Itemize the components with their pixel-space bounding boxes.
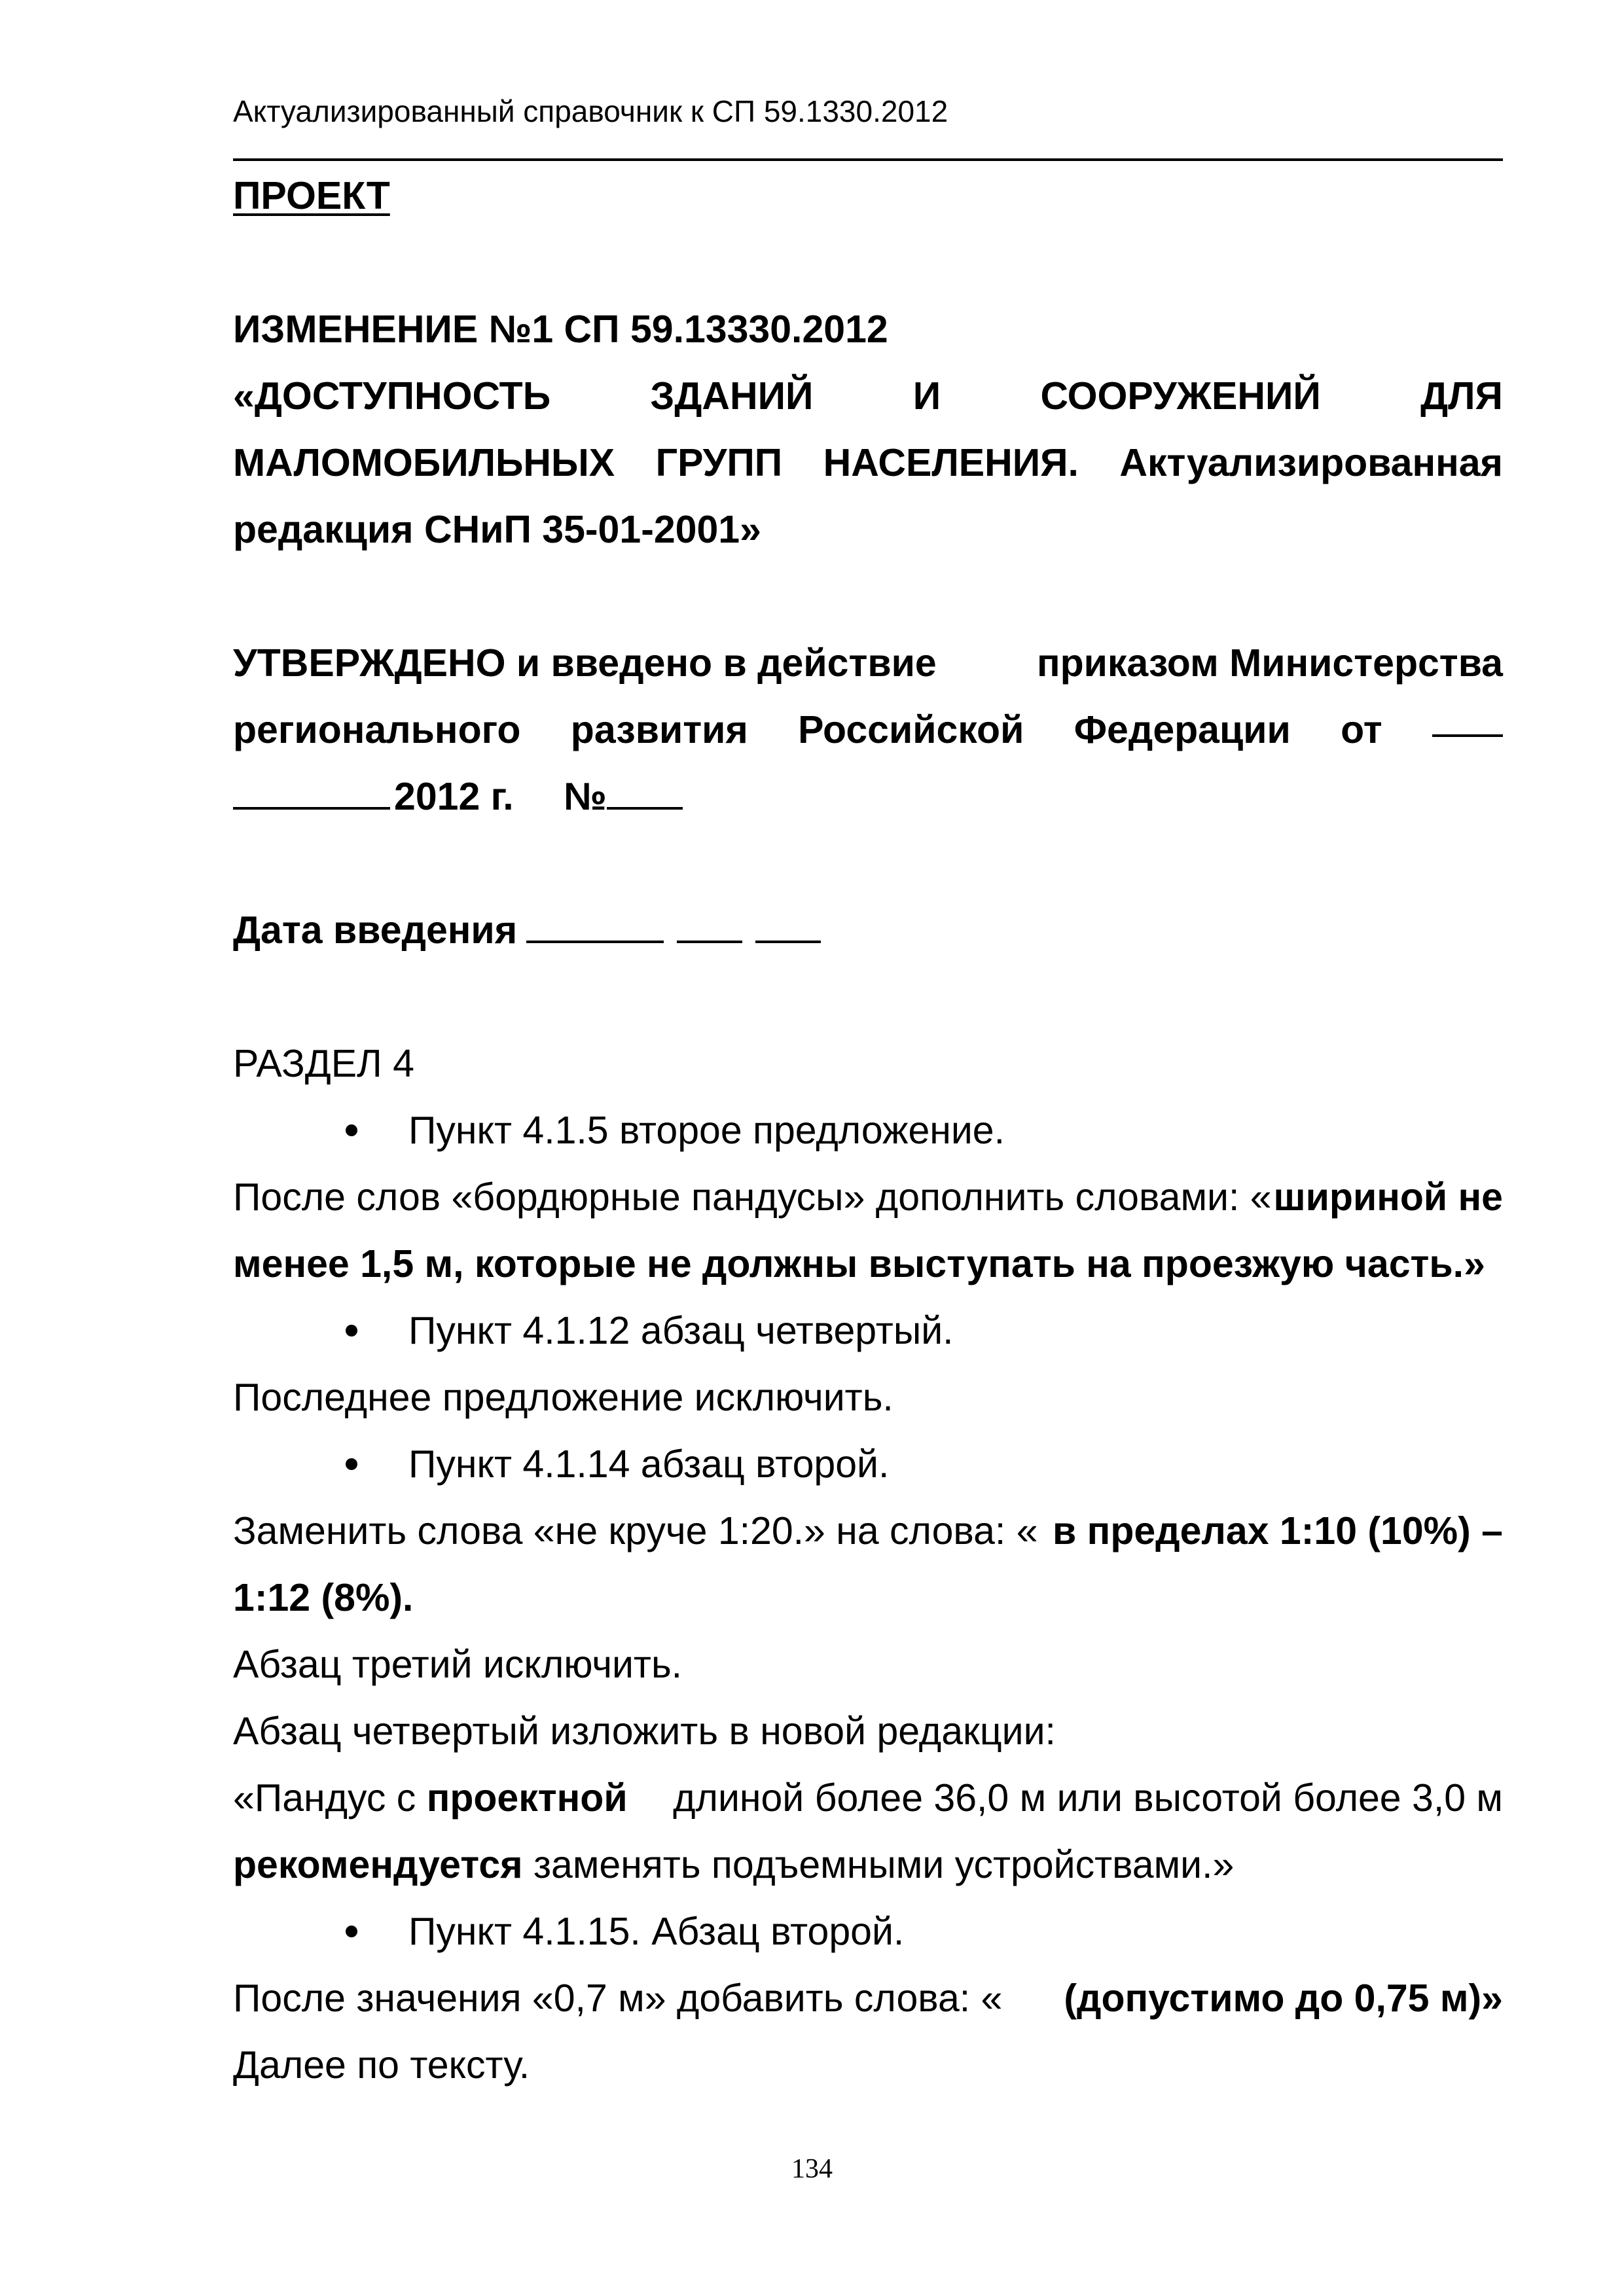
paragraph-line: 1:12 (8%). bbox=[233, 1576, 414, 1619]
text-regular: заменять подъемными устройствами.» bbox=[533, 1843, 1235, 1886]
text-bold: в пределах 1:10 (10%) – bbox=[1053, 1509, 1503, 1552]
approval-word: развития bbox=[570, 708, 748, 751]
list-item bbox=[233, 1097, 1503, 1164]
paragraph-line bbox=[233, 1965, 1503, 2032]
text-regular: «Пандус с bbox=[233, 1776, 416, 1820]
paragraph-line: Абзац четвертый изложить в новой редакции: bbox=[233, 1710, 1056, 1753]
title-word: НАСЕЛЕНИЯ. bbox=[823, 441, 1079, 484]
amendment-heading: ИЗМЕНЕНИЕ №1 СП 59.13330.2012 bbox=[233, 308, 888, 351]
text-regular: длиной более 36,0 м или высотой более 3,0 м bbox=[673, 1776, 1503, 1820]
blank-line bbox=[233, 830, 1503, 897]
project-label: ПРОЕКТ bbox=[233, 174, 390, 217]
text-regular: После значения «0,7 м» добавить слова: « bbox=[233, 1977, 1003, 2020]
approval-line-2 bbox=[233, 696, 1503, 763]
header-rule bbox=[233, 158, 1503, 161]
list-item bbox=[233, 1431, 1503, 1498]
effective-date-label: Дата введения bbox=[233, 908, 518, 952]
approval-word: Федерации bbox=[1074, 708, 1291, 751]
running-header: Актуализированный справочник к СП 59.1330.2012 bbox=[233, 94, 948, 128]
list-item-text: Пункт 4.1.14 абзац второй. bbox=[408, 1443, 890, 1486]
approval-text: УТВЕРЖДЕНО и введено в действие bbox=[233, 641, 937, 685]
month-blank bbox=[233, 769, 390, 810]
approval-text: приказом Министерства bbox=[1036, 641, 1503, 685]
text-regular: Заменить слова «не круче 1:20.» на слова: « bbox=[233, 1509, 1038, 1552]
section-title: РАЗДЕЛ 4 bbox=[233, 1042, 414, 1085]
text-bold: шириной не bbox=[1273, 1175, 1503, 1219]
list-item bbox=[233, 1898, 1503, 1965]
approval-word: регионального bbox=[233, 708, 521, 751]
paragraph-line: Последнее предложение исключить. bbox=[233, 1376, 893, 1419]
text-bold: рекомендуется bbox=[233, 1843, 523, 1886]
paragraph-line: менее 1,5 м, которые не должны выступать на проезжую часть.» bbox=[233, 1242, 1485, 1285]
paragraph-line: Абзац третий исключить. bbox=[233, 1643, 683, 1686]
title-word: ДЛЯ bbox=[1420, 374, 1503, 418]
date-blank-year bbox=[755, 903, 821, 943]
approval-year: 2012 г. bbox=[394, 775, 514, 818]
approval-word: от bbox=[1341, 708, 1382, 751]
title-word: СООРУЖЕНИЙ bbox=[1040, 374, 1321, 418]
title-word: ЗДАНИЙ bbox=[650, 374, 814, 418]
approval-line-3 bbox=[233, 763, 1503, 830]
paragraph-line bbox=[233, 1498, 1503, 1564]
blank-line bbox=[233, 229, 1503, 296]
title-word: Актуализированная bbox=[1119, 441, 1503, 484]
list-item bbox=[233, 1297, 1503, 1364]
paragraph-line: Далее по тексту. bbox=[233, 2043, 530, 2087]
order-number-label: № bbox=[564, 775, 607, 818]
paragraph-line bbox=[233, 1164, 1503, 1230]
amendment-title-line-1 bbox=[233, 363, 1503, 429]
text-bold: (допустимо до 0,75 м)» bbox=[1064, 1977, 1503, 2020]
title-word: ГРУПП bbox=[655, 441, 783, 484]
text-regular: После слов «бордюрные пандусы» дополнить словами: « bbox=[233, 1175, 1272, 1219]
page-number: 134 bbox=[791, 2154, 833, 2184]
approval-word: Российской bbox=[798, 708, 1024, 751]
blank-line bbox=[233, 563, 1503, 630]
text-bold: проектной bbox=[426, 1776, 628, 1820]
list-item-text: Пункт 4.1.5 второе предложение. bbox=[408, 1109, 1005, 1152]
day-blank bbox=[1432, 696, 1503, 737]
text-regular bbox=[233, 1765, 628, 1831]
date-blank-month bbox=[677, 903, 742, 943]
list-item-text: Пункт 4.1.15. Абзац второй. bbox=[408, 1910, 905, 1953]
paragraph-line bbox=[233, 1831, 1503, 1898]
project-stamp bbox=[233, 162, 1503, 229]
effective-date-line bbox=[233, 897, 1503, 963]
title-word: «ДОСТУПНОСТЬ bbox=[233, 374, 551, 418]
amendment-title-line-3: редакция СНиП 35-01-2001» bbox=[233, 508, 761, 551]
paragraph-line bbox=[233, 1765, 1503, 1831]
amendment-title-line-2 bbox=[233, 429, 1503, 496]
title-word: И bbox=[912, 374, 941, 418]
title-word: МАЛОМОБИЛЬНЫХ bbox=[233, 441, 615, 484]
order-number-blank bbox=[607, 769, 683, 810]
date-blank-day bbox=[526, 903, 664, 943]
document-body bbox=[233, 162, 1503, 2098]
approval-line-1 bbox=[233, 630, 1503, 696]
blank-line bbox=[233, 963, 1503, 1030]
list-item-text: Пункт 4.1.12 абзац четвертый. bbox=[408, 1309, 954, 1352]
